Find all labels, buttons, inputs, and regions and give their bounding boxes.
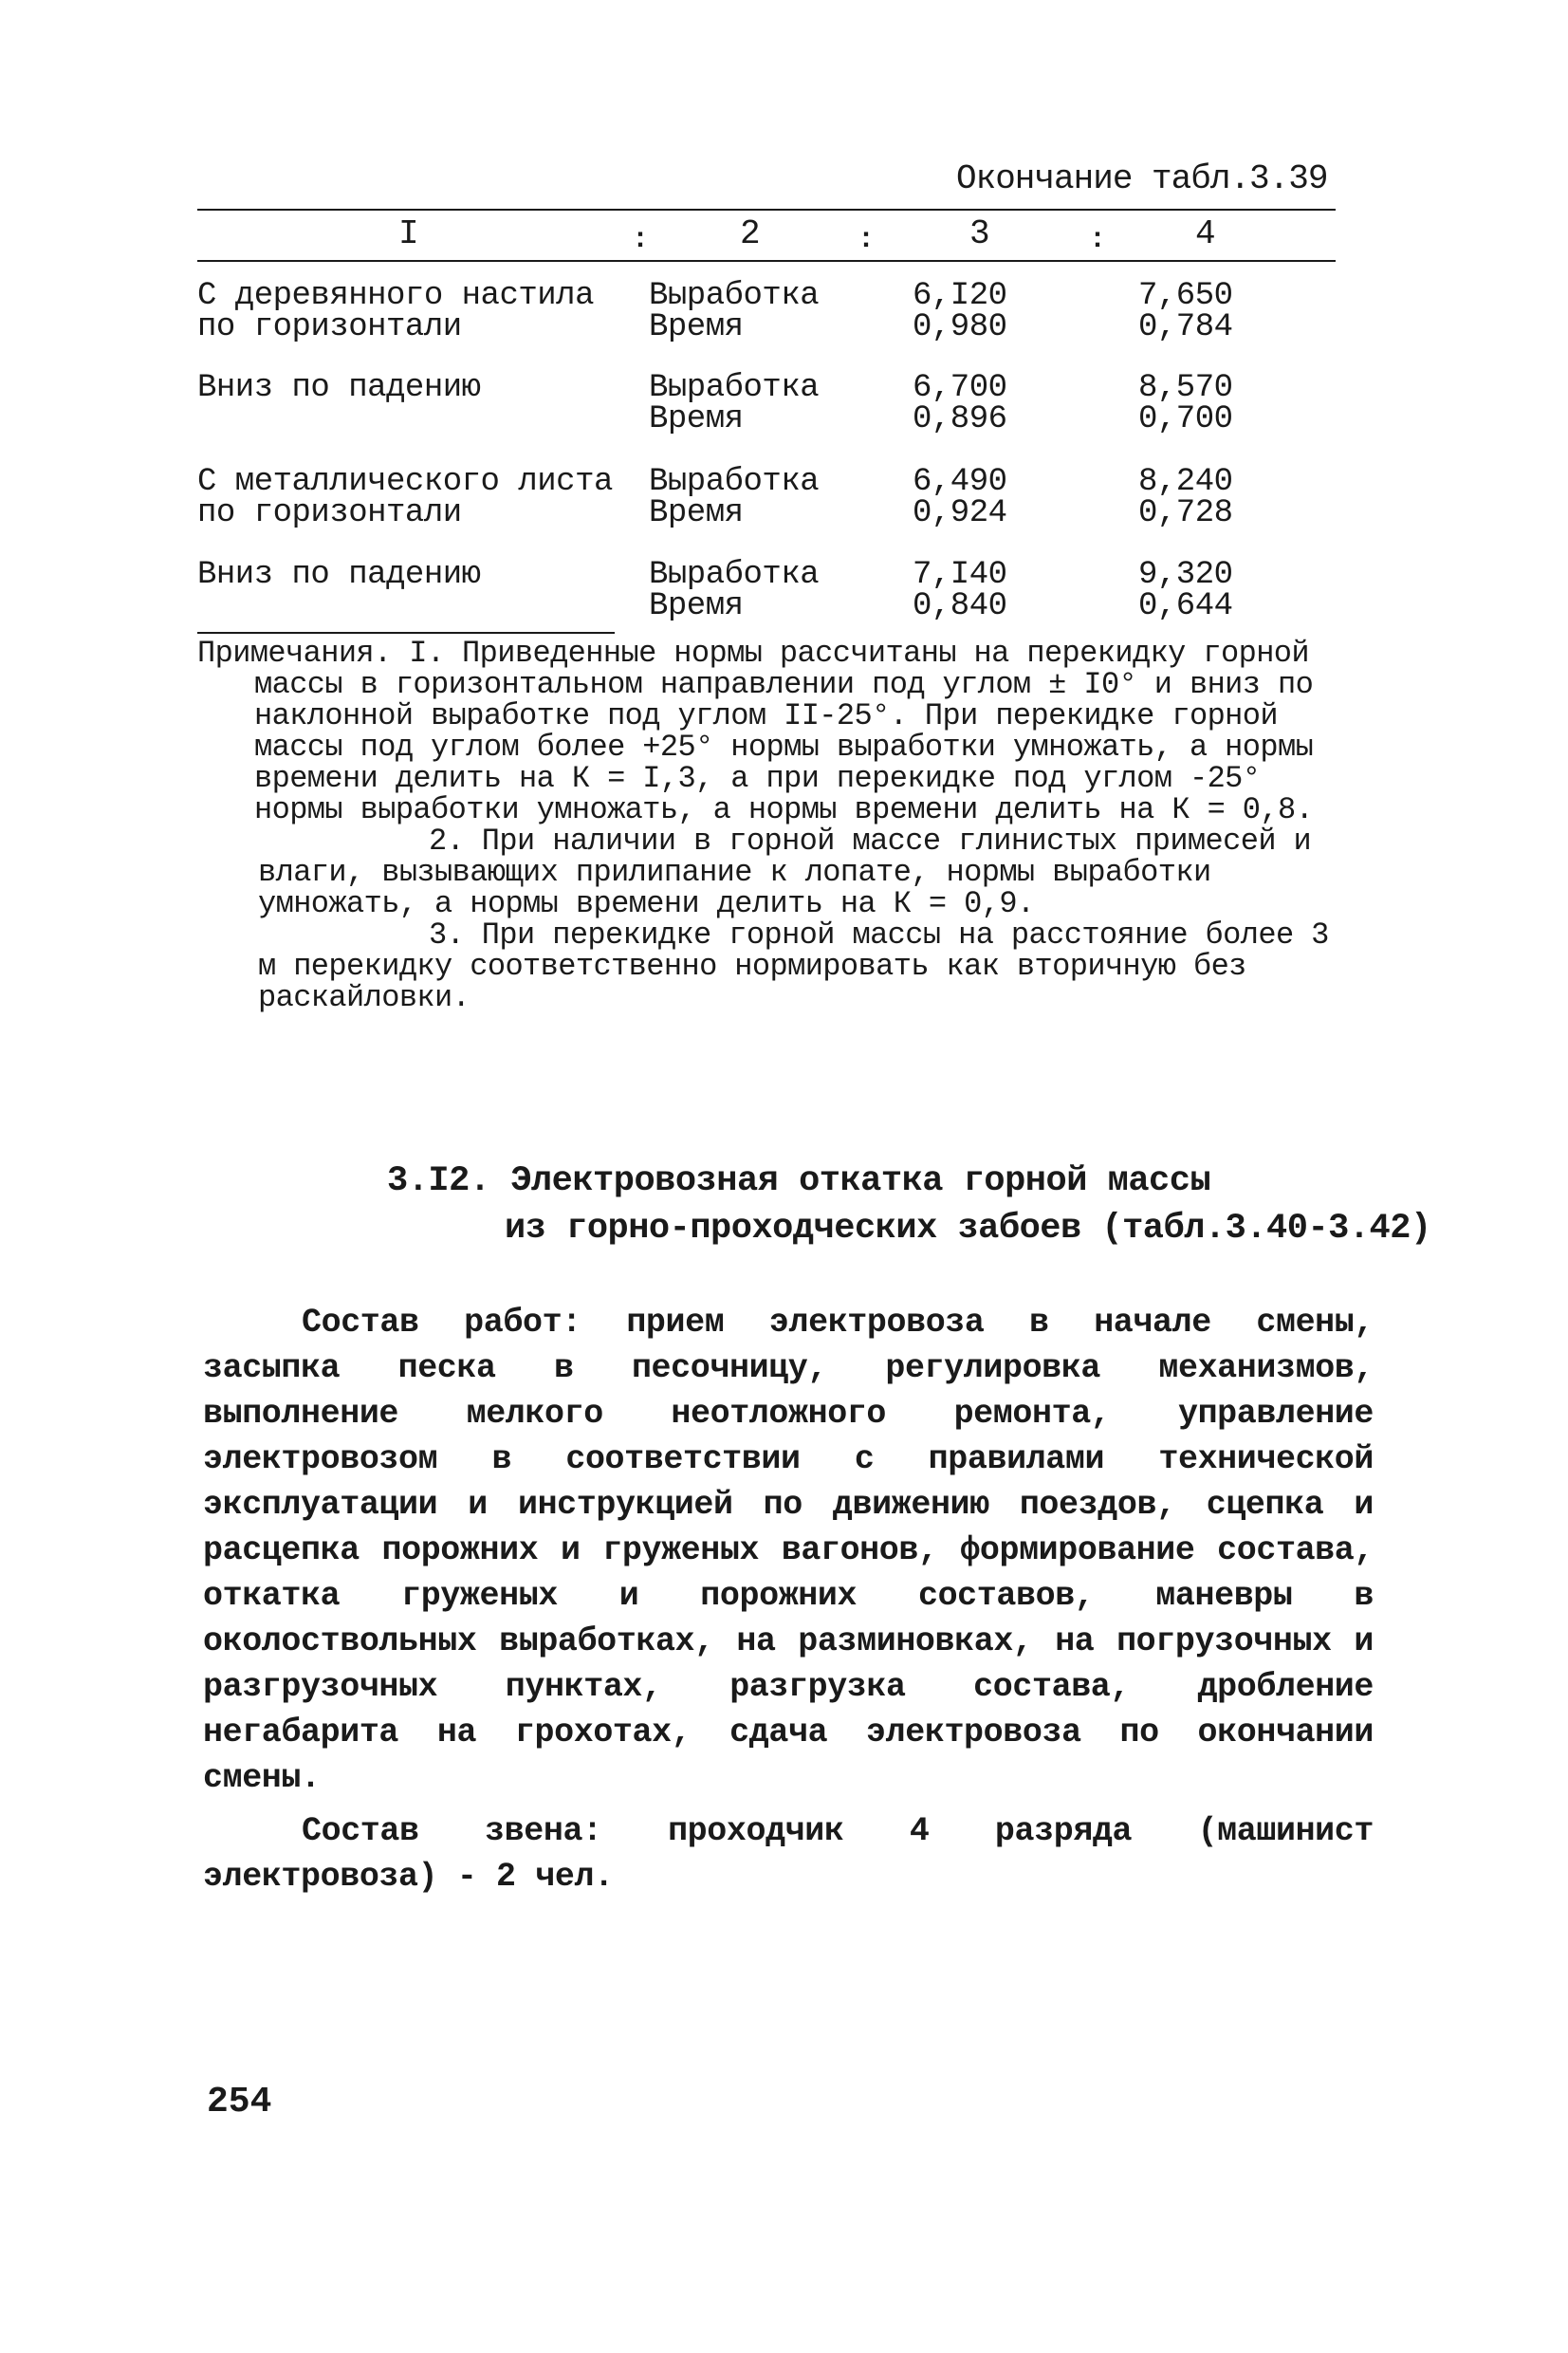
table-row-name: С металлического листа — [197, 464, 613, 500]
note-2: 2. При наличии в горной массе глинистых примесей и влаги, вызывающих прилипание к лопате, нормы выработки умножать, а нормы времени делить на К = 0,9. — [258, 824, 1312, 921]
table-caption: Окончание табл.3.39 — [956, 159, 1328, 198]
section-title-line1: 3.I2. Электровозная откатка горной массы — [387, 1161, 1211, 1201]
note-1: Примечания. I. Приведенные нормы рассчитаны на перекидку горной массы в горизонтальном направлении под углом ± I0° и вниз по наклонной выработке под углом II-25°. При перекидке горной массы под углом более +25° нормы выработки умножать, а нормы времени делить на К = I,3, а при перекидке под углом -25° нормы выработки умножать, а нормы времени делить на К = 0,8. — [197, 636, 1314, 827]
table-row-type: Время — [649, 309, 744, 345]
table-header-separator: : — [858, 224, 876, 256]
table-row-type: Выработка — [649, 557, 820, 593]
table-header-separator: : — [1089, 224, 1107, 256]
table-header-col3: 3 — [969, 214, 990, 253]
table-cell-col4: 9,320 — [1138, 557, 1233, 593]
table-cell-col4: 8,570 — [1138, 370, 1233, 406]
table-row-type: Время — [649, 588, 744, 624]
table-row-name: Вниз по падению — [197, 370, 481, 406]
table-row-type: Время — [649, 401, 744, 437]
table-row-name: Вниз по падению — [197, 557, 481, 593]
section-body — [203, 1300, 1374, 1907]
table-row-type: Выработка — [649, 464, 820, 500]
table-cell-col3: 6,490 — [913, 464, 1007, 500]
table-header-col2: 2 — [740, 214, 761, 253]
table-row-name: С деревянного настила — [197, 278, 594, 314]
table-cell-col4: 0,784 — [1138, 309, 1233, 345]
crew-composition: Состав звена: проходчик 4 разряда (машинист электровоза) - 2 чел. — [203, 1812, 1374, 1896]
notes-rule — [197, 632, 615, 634]
table-top-rule — [197, 209, 1336, 211]
table-header-rule — [197, 260, 1336, 262]
table-cell-col3: 6,700 — [913, 370, 1007, 406]
table-cell-col3: 6,I20 — [913, 278, 1007, 314]
table-cell-col4: 7,650 — [1138, 278, 1233, 314]
table-cell-col4: 0,728 — [1138, 495, 1233, 531]
table-row-name: по горизонтали — [197, 495, 462, 531]
table-header-col1: I — [398, 214, 419, 253]
note-3: 3. При перекидке горной массы на расстояние более 3 м перекидку соответственно нормировать как вторичную без раскайловки. — [258, 917, 1329, 1015]
table-row-type: Выработка — [649, 278, 820, 314]
table-cell-col4: 0,700 — [1138, 401, 1233, 437]
table-cell-col3: 0,980 — [913, 309, 1007, 345]
table-header-separator: : — [632, 224, 650, 256]
work-composition: Состав работ: прием электровоза в начале смены, засыпка песка в песочницу, регулировка механизмов, выполнение мелкого неотложного ремонта, управление электровозом в соответствии с правилами технической эксплуатации и инструкцией по движению поездов, сцепка и расцепка порожних и груженых вагонов, формирование состава, откатка груженых и порожних составов, маневры в околоствольных выработках, на разминовках, на погрузочных и разгрузочных пунктах, разгрузка состава, дробление негабарита на грохотах, сдача электровоза по окончании смены. — [203, 1304, 1374, 1797]
table-row-type: Выработка — [649, 370, 820, 406]
table-row-name: по горизонтали — [197, 309, 462, 345]
section-title-line2: из горно-проходческих забоев (табл.3.40-3.42) — [505, 1209, 1431, 1249]
table-notes — [197, 638, 1355, 1013]
table-cell-col3: 0,896 — [913, 401, 1007, 437]
table-cell-col4: 8,240 — [1138, 464, 1233, 500]
table-cell-col3: 0,840 — [913, 588, 1007, 624]
page-number: 254 — [207, 2082, 272, 2122]
table-header-col4: 4 — [1195, 214, 1216, 253]
table-cell-col3: 7,I40 — [913, 557, 1007, 593]
table-cell-col4: 0,644 — [1138, 588, 1233, 624]
table-cell-col3: 0,924 — [913, 495, 1007, 531]
table-row-type: Время — [649, 495, 744, 531]
